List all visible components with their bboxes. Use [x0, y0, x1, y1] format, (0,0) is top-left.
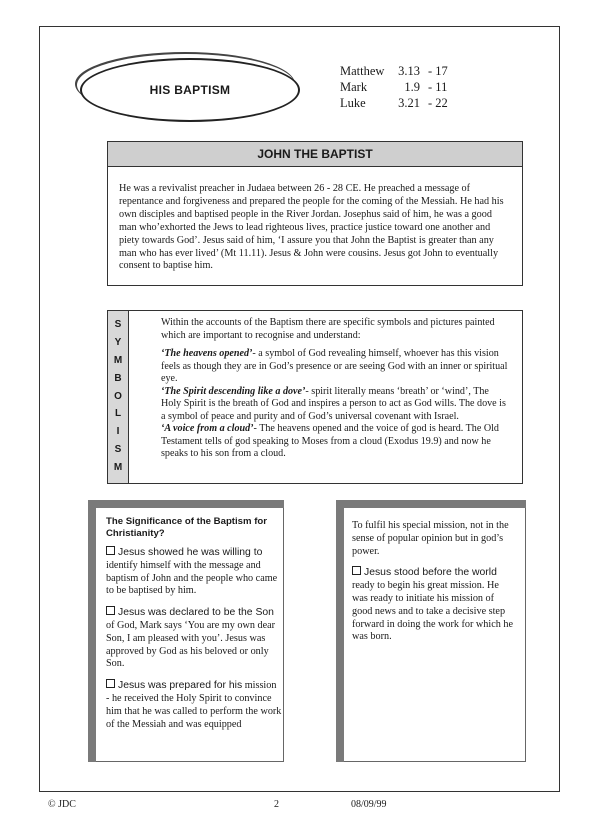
side-letter: I	[116, 426, 120, 438]
footer-copyright: © JDC	[48, 799, 76, 810]
symbolism-box	[107, 310, 523, 484]
reference-row	[340, 79, 448, 95]
reference-row	[340, 63, 448, 79]
reference-book: Luke	[340, 96, 366, 110]
significance-content	[106, 516, 282, 739]
symbol-term: ‘The heavens opened’	[161, 348, 253, 359]
reference-chapter: 3.13	[398, 64, 420, 78]
symbol-term: ‘A voice from a cloud’	[161, 423, 254, 434]
mission-intro: To fulfil his special mission, not in the sense of popular opinion but in god’s power.	[352, 520, 509, 557]
point-text: ready to begin his great mission. He was ready to initiate his mission of good news and to take a decisive step forward in doing the work for which he was born.	[352, 580, 513, 643]
footer-date: 08/09/99	[351, 799, 387, 810]
checkbox-icon	[106, 546, 115, 555]
mission-content	[352, 520, 514, 652]
symbol-text: - spirit literally means ‘breath’ or ‘wind’, The Holy Spirit is the breath of God and inspires a person to act as God wills. The dove is a symbol of peace and purity and of God’s universal covenant with Israel.	[161, 385, 506, 422]
point-text: mission - he received the Holy Spirit to convince him that he was called to perform the work of the Messiah and was equipped	[106, 680, 282, 730]
card-shadow	[336, 500, 526, 508]
checkbox-icon	[352, 566, 361, 575]
side-letter: Y	[114, 336, 122, 348]
point-text: of God, Mark says ‘You are my own dear Son, I am pleased with you’. Jesus was approved by God as his beloved or only Son.	[106, 619, 276, 670]
side-letter: O	[114, 390, 122, 402]
side-letter: B	[114, 372, 122, 384]
significance-title: The Significance of the Baptism for Christianity?	[106, 516, 267, 539]
symbol-item	[161, 348, 511, 386]
significance-point	[106, 679, 282, 731]
point-lead: Jesus was declared to be the Son	[118, 607, 274, 619]
side-letter: M	[113, 354, 123, 366]
scripture-references	[340, 63, 448, 111]
symbolism-side-label	[108, 311, 129, 483]
card-shadow	[88, 500, 284, 508]
reference-row	[340, 95, 448, 111]
reference-separator: -	[428, 64, 433, 78]
card-shadow	[88, 500, 96, 762]
side-letter: S	[114, 444, 122, 456]
side-letter: L	[114, 408, 122, 420]
side-letter: M	[113, 462, 123, 473]
significance-card	[96, 508, 284, 762]
symbol-text: - a symbol of God revealing himself, whoever has this vision feels as though they are in God’s presence or are seeing God with an inner or spiritual eye.	[161, 348, 508, 384]
point-lead: Jesus was prepared for his	[118, 680, 243, 692]
reference-book: Mark	[340, 80, 368, 94]
section-body: He was a revivalist preacher in Judaea between 26 - 28 CE. He preached a message of repentance and forgiveness and prepared the people for the coming of the Messiah. He had his own disciples and baptised people in the River Jordan. Josephus said of him, he was a good man who’exhorted the Jews to lead righteous lives, practice justice toward one another and piety towards God’. Jesus said of him, ‘I assure you that John the Baptist is greater than any man who has ever lived’ (Mt 11.11). Jesus & John were cousins. Jesus got John to eventually consent to baptise him.	[119, 183, 504, 272]
card-shadow	[336, 500, 344, 762]
mission-card	[344, 508, 526, 762]
checkbox-icon	[106, 606, 115, 615]
reference-separator: -	[428, 80, 433, 94]
page-title: HIS BAPTISM	[80, 58, 300, 122]
reference-verse: 11	[435, 80, 448, 94]
reference-chapter: 3.21	[398, 96, 420, 110]
significance-point	[106, 546, 282, 598]
point-lead: Jesus showed he was willing to	[118, 547, 263, 558]
reference-chapter: 1.9	[404, 80, 420, 94]
reference-book: Matthew	[340, 64, 385, 78]
john-the-baptist-box	[107, 141, 523, 286]
symbol-item	[161, 423, 511, 461]
footer-page-number: 2	[274, 799, 279, 810]
point-text: identify himself with the message and baptism of John and the people who came to be baptised by him.	[106, 559, 278, 597]
symbolism-intro: Within the accounts of the Baptism there are specific symbols and pictures painted which are important to recognise and understand:	[161, 317, 495, 341]
reference-verse: 17	[435, 64, 448, 78]
checkbox-icon	[106, 679, 115, 688]
reference-verse: 22	[435, 96, 448, 110]
point-lead: Jesus stood before the world	[364, 567, 497, 579]
symbol-text: - The heavens opened and the voice of god is heard. The Old Testament tells of god speaking to Moses from a cloud (Exodus 19.9) and now he speaks to his son from a cloud.	[161, 423, 499, 459]
symbol-item	[161, 386, 511, 424]
symbolism-body	[161, 317, 511, 461]
reference-separator: -	[428, 96, 433, 110]
symbol-term: ‘The Spirit descending like a dove’	[161, 385, 306, 397]
mission-point	[352, 566, 514, 644]
section-title: JOHN THE BAPTIST	[108, 142, 522, 167]
significance-point	[106, 606, 282, 671]
side-letter: S	[114, 319, 122, 330]
